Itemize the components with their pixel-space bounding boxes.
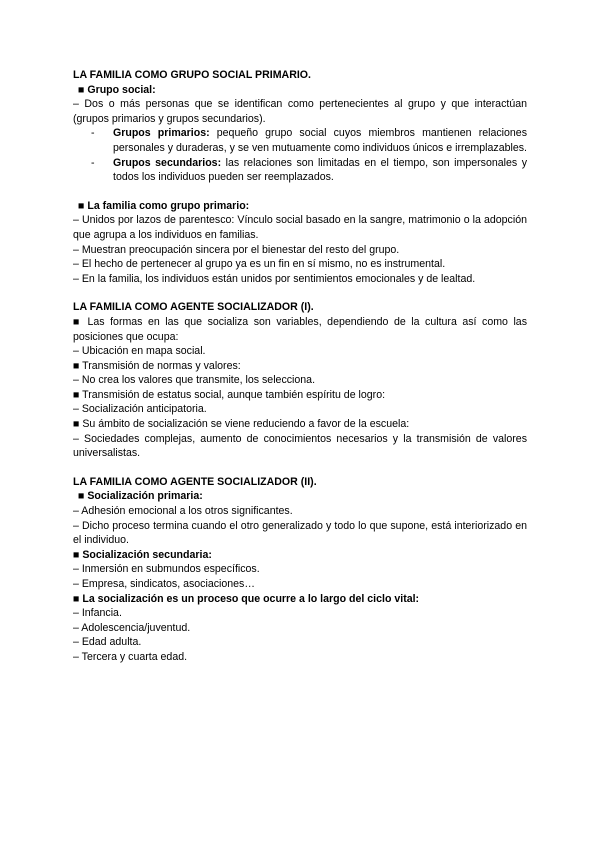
paragraph: – No crea los valores que transmite, los selecciona.	[73, 374, 316, 387]
paragraph: ■ Transmisión de estatus social, aunque también espíritu de logro:	[73, 388, 386, 401]
section-title: LA FAMILIA COMO AGENTE SOCIALIZADOR (I).	[73, 301, 314, 314]
list-item-grupos-primarios	[91, 126, 527, 155]
paragraph: – Edad adulta.	[73, 636, 142, 649]
subheading-grupo-social: ■ Grupo social:	[78, 83, 156, 96]
paragraph: – Empresa, sindicatos, asociaciones…	[73, 578, 255, 590]
paragraph: – Adolescencia/juventud.	[73, 621, 191, 634]
term: Grupos primarios:	[113, 127, 210, 140]
definition: pequeño grupo social cuyos miembros mantienen relaciones personales y duraderas, y se ven mutuamente como individuos únicos e irremplazables.	[113, 127, 527, 154]
paragraph: – En la familia, los individuos están unidos por sentimientos emocionales y de lealtad.	[73, 272, 476, 285]
paragraph: – Ubicación en mapa social.	[73, 345, 206, 358]
subheading-familia-grupo-primario: ■ La familia como grupo primario:	[78, 199, 250, 212]
paragraph: – Socialización anticipatoria.	[73, 403, 207, 416]
subheading-socializacion-primaria: ■ Socialización primaria:	[78, 490, 203, 503]
subheading-socializacion-secundaria: ■ Socialización secundaria:	[73, 548, 212, 561]
paragraph: – Dicho proceso termina cuando el otro generalizado y todo lo que supone, está interiorizado en el individuo.	[73, 519, 527, 547]
section-title: LA FAMILIA COMO AGENTE SOCIALIZADOR (II).	[73, 475, 317, 488]
paragraph: ■ Transmisión de normas y valores:	[73, 359, 241, 372]
paragraph: – Sociedades complejas, aumento de conocimientos necesarios y la transmisión de valores universalistas.	[73, 432, 527, 460]
paragraph: – El hecho de pertenecer al grupo ya es un fin en sí mismo, no es instrumental.	[73, 258, 446, 271]
definition: las relaciones son limitadas en el tiempo, son impersonales y todos los individuos pueden ser reemplazados.	[113, 156, 527, 184]
term: Grupos secundarios:	[113, 156, 222, 169]
dash-marker: -	[91, 127, 95, 140]
paragraph: ■ Las formas en las que socializa son variables, dependiendo de la cultura así como las posiciones que ocupa:	[73, 315, 527, 343]
paragraph: – Muestran preocupación sincera por el bienestar del resto del grupo.	[73, 243, 400, 256]
paragraph: – Infancia.	[73, 607, 122, 620]
section-grupo-social-primario	[73, 68, 527, 286]
paragraph: – Unidos por lazos de parentesco: Vínculo social basado en la sangre, matrimonio o la adopción que agrupa a los individuos en familias.	[73, 214, 527, 241]
section-agente-socializador-1	[73, 300, 527, 461]
paragraph: – Dos o más personas que se identifican como pertenecientes al grupo y que interactúan (grupos primarios y grupos secundarios).	[73, 98, 527, 125]
paragraph: ■ Su ámbito de socialización se viene reduciendo a favor de la escuela:	[73, 418, 410, 431]
paragraph: – Adhesión emocional a los otros significantes.	[73, 505, 293, 518]
section-agente-socializador-2	[73, 475, 527, 665]
paragraph: – Tercera y cuarta edad.	[73, 650, 188, 663]
paragraph: – Inmersión en submundos específicos.	[73, 563, 260, 576]
subheading-ciclo-vital: ■ La socialización es un proceso que ocurre a lo largo del ciclo vital:	[73, 592, 420, 605]
section-title: LA FAMILIA COMO GRUPO SOCIAL PRIMARIO.	[73, 69, 311, 81]
list-item-grupos-secundarios	[91, 156, 527, 185]
dash-marker: -	[91, 156, 95, 169]
